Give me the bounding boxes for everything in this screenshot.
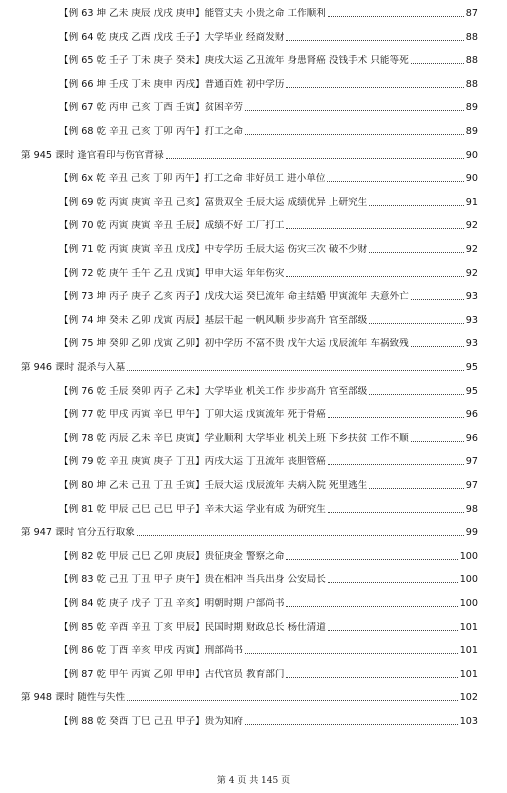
entry-title: 【例 88 乾 癸酉 丁巳 己丑 甲子】贵为知府 <box>59 716 244 727</box>
page-number: 95 <box>465 362 478 373</box>
entry-title: 【例 68 乾 辛丑 己亥 丁卯 丙午】打工之命 <box>59 126 244 137</box>
page-number: 93 <box>465 338 478 350</box>
dot-leader <box>411 441 464 442</box>
page-number: 100 <box>459 598 478 609</box>
page-number: 101 <box>459 645 478 657</box>
dot-leader <box>245 134 464 135</box>
toc-example-entry[interactable] <box>59 616 478 634</box>
toc-example-entry[interactable] <box>59 474 478 492</box>
entry-title: 第 945 课时 逢官看印与伤官背禄 <box>21 149 164 161</box>
entry-title: 【例 79 乾 辛丑 庚寅 庚子 丁丑】丙戌大运 丁丑流年 丧胆管癌 <box>59 456 326 468</box>
toc-example-entry[interactable] <box>59 167 478 185</box>
entry-title: 【例 74 坤 癸未 乙卯 戊寅 丙辰】基层干起 一帆风顺 步步高升 官至部级 <box>59 314 368 326</box>
dot-leader <box>328 630 458 631</box>
toc-chapter-entry[interactable] <box>21 144 478 162</box>
toc-example-entry[interactable] <box>59 96 478 114</box>
dot-leader <box>369 488 464 489</box>
toc-example-entry[interactable] <box>59 639 478 657</box>
dot-leader <box>328 417 464 418</box>
page-number: 92 <box>465 220 478 232</box>
entry-title: 【例 82 乾 甲辰 己巳 乙卯 庚辰】贵征庚金 警察之命 <box>59 550 285 562</box>
entry-title: 【例 87 乾 甲午 丙寅 乙卯 甲申】古代官员 教育部门 <box>59 668 285 680</box>
dot-leader <box>245 653 458 654</box>
page-number: 88 <box>465 78 478 90</box>
dot-leader <box>369 323 464 324</box>
dot-leader <box>286 606 457 607</box>
page-number: 102 <box>459 692 478 704</box>
entry-title: 【例 83 乾 己丑 丁丑 甲子 庚午】贵在相冲 当兵出身 公安局长 <box>59 574 326 586</box>
toc-chapter-entry[interactable] <box>21 356 478 374</box>
dot-leader <box>286 87 463 88</box>
entry-title: 第 946 课时 混杀与入墓 <box>21 362 126 373</box>
entry-title: 【例 69 乾 丙寅 庚寅 辛丑 己亥】富贵双全 壬辰大运 成绩优异 上研究生 <box>59 196 368 208</box>
dot-leader <box>166 158 464 159</box>
toc-example-entry[interactable] <box>59 568 478 586</box>
page-number: 100 <box>459 574 478 586</box>
page-number: 97 <box>465 480 478 491</box>
page-footer: 第 4 页 共 145 页 <box>216 776 291 786</box>
toc-example-entry[interactable] <box>59 592 478 610</box>
entry-title: 第 948 课时 随性与失性 <box>21 692 126 704</box>
page-number: 90 <box>465 149 478 161</box>
page-number: 87 <box>465 8 478 19</box>
dot-leader <box>327 181 463 182</box>
toc-example-entry[interactable] <box>59 380 478 398</box>
dot-leader <box>411 346 464 347</box>
toc-example-entry[interactable] <box>59 545 478 563</box>
toc-example-entry[interactable] <box>59 238 478 256</box>
toc-example-entry[interactable] <box>59 450 478 468</box>
page-number: 96 <box>465 409 478 421</box>
entry-title: 【例 81 乾 甲辰 己巳 己巳 甲子】辛未大运 学业有成 为研究生 <box>59 503 326 515</box>
entry-title: 【例 86 乾 丁酉 辛亥 甲戌 丙寅】刑部尚书 <box>59 645 244 657</box>
page-number: 93 <box>465 314 478 326</box>
entry-title: 【例 75 坤 癸卯 乙卯 戊寅 乙卯】初中学历 不富不贵 戊午大运 戊辰流年 车祸致残 <box>59 338 409 350</box>
dot-leader <box>245 110 464 111</box>
toc-example-entry[interactable] <box>59 663 478 681</box>
toc-example-entry[interactable] <box>59 49 478 67</box>
entry-title: 第 947 课时 官分五行取象 <box>21 527 135 539</box>
page-number: 99 <box>465 527 478 539</box>
dot-leader <box>411 63 464 64</box>
dot-leader <box>286 228 463 229</box>
page-number: 92 <box>465 244 478 255</box>
dot-leader <box>328 512 464 513</box>
toc-example-entry[interactable] <box>59 262 478 280</box>
dot-leader <box>286 677 457 678</box>
dot-leader <box>286 559 457 560</box>
toc-example-entry[interactable] <box>59 403 478 421</box>
toc-example-entry[interactable] <box>59 214 478 232</box>
dot-leader <box>369 394 464 395</box>
entry-title: 【例 73 坤 丙子 庚子 乙亥 丙子】戊戌大运 癸巳流年 命主结婚 甲寅流年 夫意外亡 <box>59 291 409 303</box>
page-number: 98 <box>465 503 478 515</box>
page-number: 101 <box>459 621 478 633</box>
page-number: 101 <box>459 668 478 680</box>
dot-leader <box>328 16 464 17</box>
page-number: 92 <box>465 267 478 279</box>
dot-leader <box>369 205 464 206</box>
page-number: 90 <box>465 173 478 185</box>
entry-title: 【例 71 乾 丙寅 庚寅 辛丑 戊戌】中专学历 壬辰大运 伤灾三次 破不少财 <box>59 244 368 255</box>
entry-title: 【例 77 乾 甲戌 丙寅 辛巳 甲午】丁卯大运 戊寅流年 死于骨癌 <box>59 409 326 421</box>
page-number: 96 <box>465 432 478 444</box>
page-number: 103 <box>459 716 478 727</box>
dot-leader <box>127 370 464 371</box>
entry-title: 【例 63 坤 乙未 庚辰 戊戌 庚申】能管丈夫 小贵之命 工作顺利 <box>59 8 326 19</box>
toc-example-entry[interactable] <box>59 73 478 91</box>
page-number: 93 <box>465 291 478 303</box>
dot-leader <box>127 700 457 701</box>
toc-example-entry[interactable] <box>59 26 478 44</box>
page-number: 97 <box>465 456 478 468</box>
entry-title: 【例 78 乾 丙辰 乙未 辛巳 庚寅】学业顺利 大学毕业 机关上班 下乡扶贫 工作不顺 <box>59 432 409 444</box>
toc-chapter-entry[interactable] <box>21 521 478 539</box>
entry-title: 【例 64 乾 庚戌 乙酉 戊戌 壬子】大学毕业 经商发财 <box>59 31 285 43</box>
entry-title: 【例 6x 乾 辛丑 己亥 丁卯 丙午】打工之命 非好员工 进小单位 <box>59 173 326 185</box>
toc-example-entry[interactable] <box>59 710 478 728</box>
toc-example-entry[interactable] <box>59 309 478 327</box>
dot-leader <box>369 252 464 253</box>
toc-example-entry[interactable] <box>59 285 478 303</box>
toc-example-entry[interactable] <box>59 427 478 445</box>
entry-title: 【例 76 乾 壬辰 癸卯 丙子 乙未】大学毕业 机关工作 步步高升 官至部级 <box>59 385 368 397</box>
page-number: 95 <box>465 385 478 397</box>
toc-example-entry[interactable] <box>59 498 478 516</box>
page-number: 89 <box>465 126 478 137</box>
entry-title: 【例 80 坤 乙未 己丑 丁丑 壬寅】壬辰大运 戊辰流年 夫病入院 死里逃生 <box>59 480 368 491</box>
entry-title: 【例 67 乾 丙申 己亥 丁酉 壬寅】贫困辛劳 <box>59 102 244 114</box>
page-number: 88 <box>465 31 478 43</box>
dot-leader <box>245 724 458 725</box>
dot-leader <box>328 582 458 583</box>
entry-title: 【例 84 乾 庚子 戊子 丁丑 辛亥】明朝时期 户部尚书 <box>59 598 285 609</box>
page-number: 89 <box>465 102 478 114</box>
entry-title: 【例 72 乾 庚午 壬午 乙丑 戊寅】甲申大运 年年伤灾 <box>59 267 285 279</box>
dot-leader <box>328 464 464 465</box>
dot-leader <box>286 40 463 41</box>
page-number: 100 <box>459 550 478 562</box>
page-number: 88 <box>465 55 478 67</box>
entry-title: 【例 70 乾 丙寅 庚寅 辛丑 壬辰】成绩不好 工厂打工 <box>59 220 285 232</box>
toc-example-entry[interactable] <box>59 332 478 350</box>
dot-leader <box>411 299 464 300</box>
dot-leader <box>286 276 463 277</box>
toc-chapter-entry[interactable] <box>21 686 478 704</box>
toc-example-entry[interactable] <box>59 120 478 138</box>
entry-title: 【例 66 坤 壬戌 丁未 庚申 丙戌】普通百姓 初中学历 <box>59 78 285 90</box>
toc-example-entry[interactable] <box>59 2 478 20</box>
dot-leader <box>137 535 464 536</box>
page-number: 91 <box>465 196 478 208</box>
toc-example-entry[interactable] <box>59 191 478 209</box>
entry-title: 【例 65 乾 壬子 丁未 庚子 癸未】庚戌大运 乙丑流年 身患肾癌 没钱手术 只能等死 <box>59 55 409 67</box>
entry-title: 【例 85 乾 辛酉 辛丑 丁亥 甲辰】民国时期 财政总长 杨仕清道 <box>59 621 326 633</box>
